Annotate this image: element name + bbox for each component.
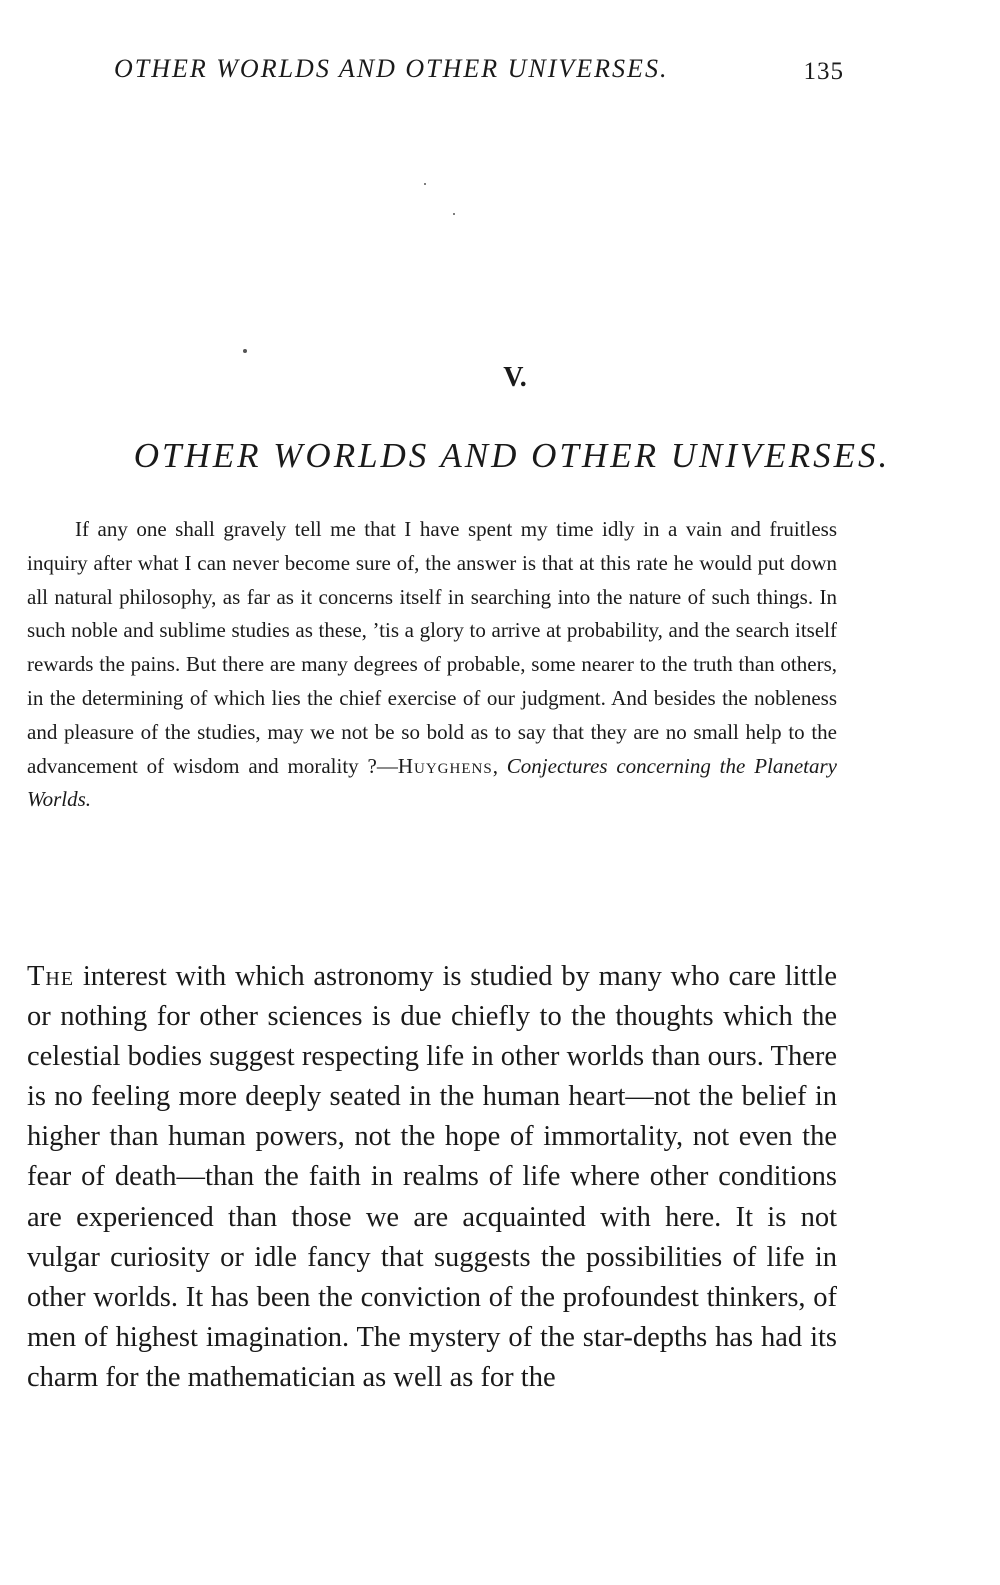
page-number: 135 xyxy=(803,58,844,85)
chapter-number: V. xyxy=(503,362,527,393)
print-speck xyxy=(243,349,247,353)
running-title: OTHER WORLDS AND OTHER UNIVERSES. xyxy=(114,54,669,83)
body-paragraph xyxy=(27,957,837,1398)
body-text: interest with which astronomy is studied by many who care little or nothing for other sciences is due chiefly to the thoughts which the celestial bodies suggest respecting life in other worlds than ours. There is no feeling more deeply seated in the human heart—not the belief in higher than human powers, not the hope of immortality, not even the fear of death—than the faith in realms of life where other conditions are experienced than those we are acquainted with here. It is not vulgar curiosity or idle fancy that suggests the possibilities of life in other worlds. It has been the conviction of the profoundest thinkers, of men of highest imagination. The mystery of the star-depths has had its charm for the mathematician as well as for the xyxy=(27,961,837,1393)
print-speck xyxy=(424,183,426,185)
running-head xyxy=(114,54,844,94)
epigraph-work: Conjectures concerning the Planetary Worlds. xyxy=(27,753,837,812)
lead-word: The xyxy=(27,961,75,992)
chapter-title: OTHER WORLDS AND OTHER UNIVERSES. xyxy=(133,436,891,475)
print-speck xyxy=(453,213,455,215)
epigraph-text: If any one shall gravely tell me that I have spent my time idly in a vain and fruitless inquiry after what I can never become sure of, the answer is that at this rate he would put down all natural philosophy, as far as it concerns itself in searching into the nature of such things. In such noble and sublime studies as these, ’tis a glory to arrive at probability, and the search itself rewards the pains. But there are many degrees of probable, some nearer to the truth than others, in the determining of which lies the chief exercise of our judgment. And besides the nobleness and pleasure of the studies, may we not be so bold as to say that they are no small help to the advancement of wisdom and morality ?— xyxy=(27,517,837,778)
epigraph-separator: , xyxy=(492,753,507,778)
epigraph-author: Huyghens xyxy=(397,753,493,778)
epigraph xyxy=(27,513,837,817)
